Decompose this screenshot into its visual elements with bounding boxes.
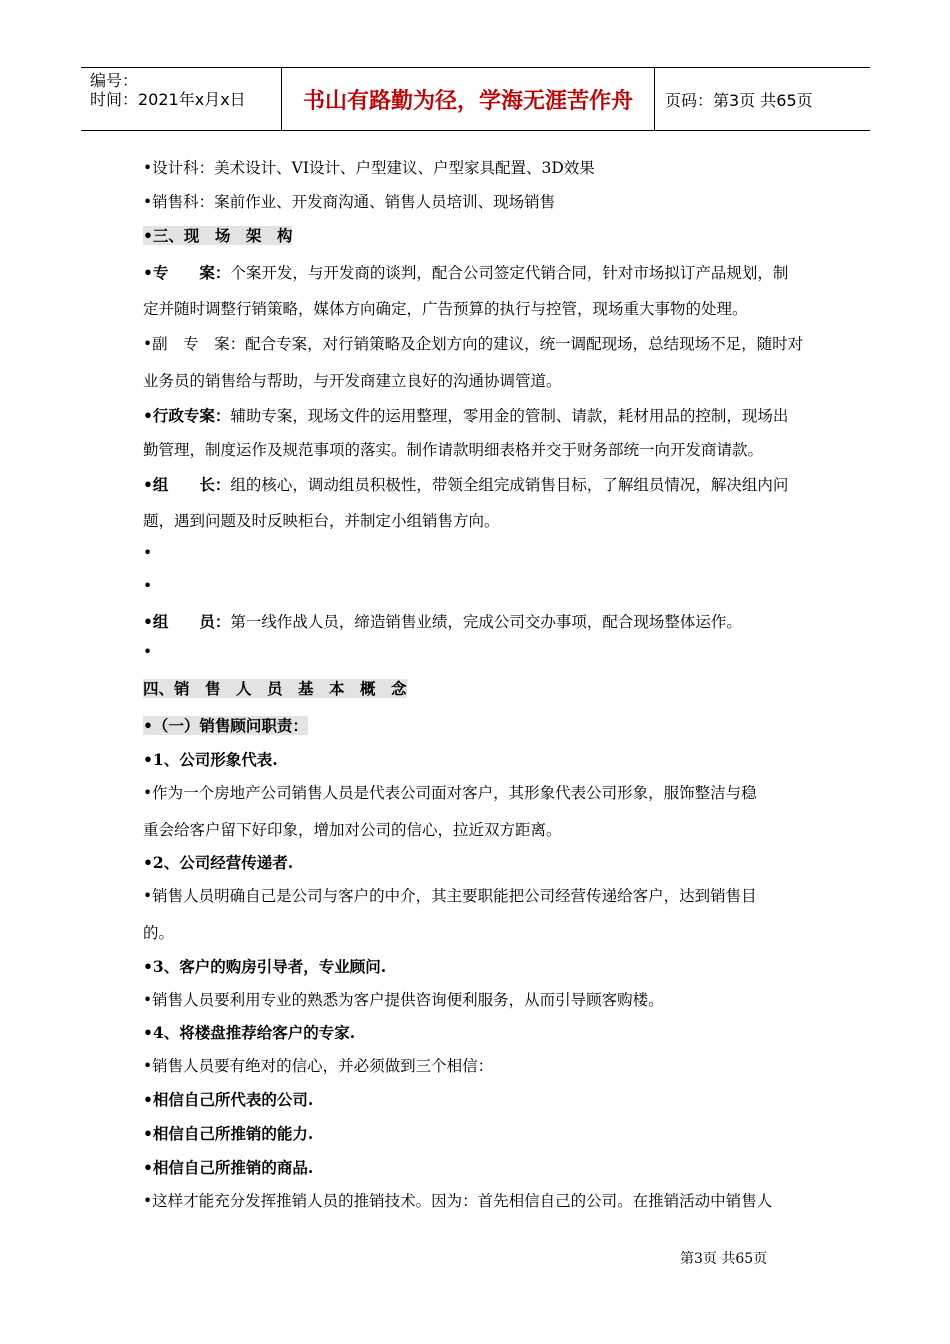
item-heading: •4、将楼盘推荐给客户的专家. <box>143 1023 356 1042</box>
bullet-empty: • <box>143 577 153 595</box>
paragraph-line: 题，遇到问题及时反映柜台，并制定小组销售方向。 <box>143 512 500 530</box>
belief-item: •相信自己所代表的公司. <box>143 1090 314 1109</box>
paragraph-line: 业务员的销售给与帮助，与开发商建立良好的沟通协调管道。 <box>143 372 562 390</box>
header-page-info: 页码：第3页 共65页 <box>665 90 813 110</box>
paragraph-line: •销售科：案前作业、开发商沟通、销售人员培训、现场销售 <box>143 193 556 211</box>
page-header <box>81 67 870 131</box>
item-heading: •3、客户的购房引导者，专业顾问. <box>143 957 387 976</box>
subsection-heading: •（一）销售顾问职责： <box>143 716 308 735</box>
bullet-empty: • <box>143 643 153 661</box>
paragraph-line: 重会给客户留下好印象，增加对公司的信心，拉近双方距离。 <box>143 821 562 839</box>
role-line: •副 专 案：配合专案，对行销策略及企划方向的建议，统一调配现场，总结现场不足，随时对 <box>143 335 804 353</box>
role-label: •组 员： <box>143 612 231 631</box>
header-meta <box>81 68 282 130</box>
page-footer: 第3页 共65页 <box>680 1251 768 1267</box>
role-label: •专 案： <box>143 263 231 282</box>
role-line: •组 员：第一线作战人员，缔造销售业绩，完成公司交办事项，配合现场整体运作。 <box>143 612 742 631</box>
paragraph-line: •销售人员要利用专业的熟悉为客户提供咨询便利服务，从而引导顾客购楼。 <box>143 991 664 1009</box>
paragraph-line: •这样才能充分发挥推销人员的推销技术。因为：首先相信自己的公司。在推销活动中销售人 <box>143 1192 773 1210</box>
section-heading: •三、现 场 架 构 <box>143 226 293 245</box>
bullet-empty: • <box>143 544 153 562</box>
paragraph-line: 定并随时调整行销策略，媒体方向确定，广告预算的执行与控管，现场重大事物的处理。 <box>143 300 748 318</box>
paragraph-line: •销售人员要有绝对的信心，并必须做到三个相信： <box>143 1057 494 1075</box>
paragraph-line: •销售人员明确自己是公司与客户的中介，其主要职能把公司经营传递给客户，达到销售目 <box>143 887 757 905</box>
paragraph-line: 勤管理，制度运作及规范事项的落实。制作请款明细表格并交于财务部统一向开发商请款。 <box>143 441 764 459</box>
belief-item: •相信自己所推销的能力. <box>143 1124 314 1143</box>
belief-item: •相信自己所推销的商品. <box>143 1158 314 1177</box>
role-line: •组 长：组的核心，调动组员积极性，带领全组完成销售目标，了解组员情况，解决组内问 <box>143 475 789 494</box>
header-motto: 书山有路勤为径，学海无涯苦作舟 <box>282 68 655 130</box>
item-heading: •2、公司经营传递者. <box>143 853 294 872</box>
role-label: •行政专案： <box>143 406 231 425</box>
document-date-label: 时间：2021年x月x日 <box>90 90 246 109</box>
paragraph-line: 的。 <box>143 924 175 942</box>
section-heading: 四、销 售 人 员 基 本 概 念 <box>143 679 407 698</box>
document-number-label: 编号： <box>90 71 139 90</box>
role-line: •行政专案：辅助专案，现场文件的运用整理，零用金的管制、请款，耗材用品的控制，现场出 <box>143 406 789 425</box>
role-label: •组 长： <box>143 475 231 494</box>
paragraph-line: •作为一个房地产公司销售人员是代表公司面对客户，其形象代表公司形象，服饰整洁与稳 <box>143 784 757 802</box>
role-line: •专 案：个案开发，与开发商的谈判，配合公司签定代销合同，针对市场拟订产品规划，制 <box>143 263 789 282</box>
item-heading: •1、公司形象代表. <box>143 750 278 769</box>
paragraph-line: •设计科：美术设计、VI设计、户型建议、户型家具配置、3D效果 <box>143 159 595 177</box>
